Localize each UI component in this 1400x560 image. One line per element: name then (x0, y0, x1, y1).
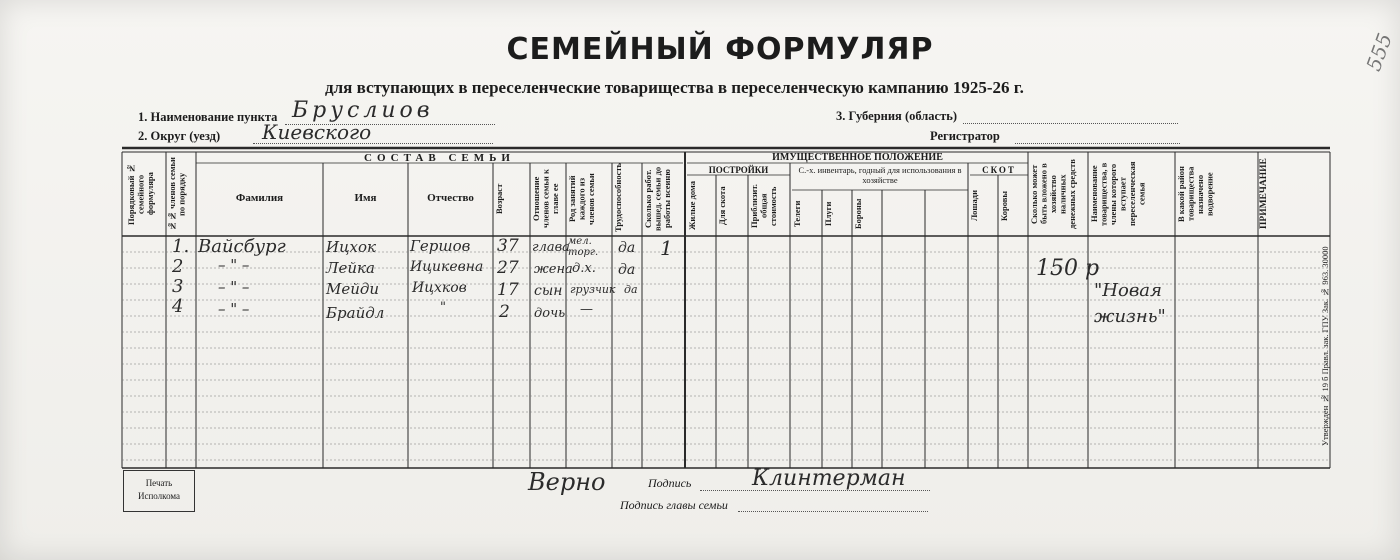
head-signature-line (738, 511, 928, 512)
form-title: СЕМЕЙНЫЙ ФОРМУЛЯР (506, 32, 934, 67)
header-partnership-name: Наименование товарищества, в члены которого вступает переселенческая семья (1089, 161, 1147, 227)
guberniya-label: 3. Губерния (область) (836, 109, 958, 123)
row-num: 4 (172, 296, 184, 317)
stamp-box: Печать Исполкома (123, 470, 195, 512)
header-harrows: Бороны (853, 198, 863, 229)
row-name: Мейди (326, 280, 380, 298)
row-age: 27 (497, 258, 519, 278)
header-carts: Телеги (792, 200, 802, 227)
signature-value: Клинтерман (752, 466, 906, 491)
row-occupation: д.х. (572, 261, 596, 276)
row-num: 1. (172, 236, 190, 257)
header-patronymic: Отчество (427, 192, 474, 204)
header-horses: Лошади (969, 190, 979, 222)
row-relation: глава (532, 240, 570, 255)
row-years: 1 (660, 236, 673, 260)
margin-number: 555 (1361, 29, 1397, 75)
row-occupation: грузчик (570, 283, 616, 296)
row-occupation: мел. торг. (568, 236, 599, 258)
header-occupation: Род занятий каждого из членов семьи (567, 173, 596, 225)
verno-note: Верно (528, 468, 606, 496)
header-inventory-group: С.-х. инвентарь, годный для использования в хозяйстве (798, 165, 962, 185)
header-name: Имя (354, 192, 377, 204)
header-member-number: №№ членов семьи по порядку (167, 157, 187, 231)
header-cows: Коровы (999, 191, 1009, 221)
row-relation: сын (534, 283, 563, 299)
header-surname: Фамилия (235, 192, 284, 204)
registrator-label: Регистратор (930, 129, 1000, 143)
row-relation: жена (534, 262, 573, 277)
row-num: 2 (172, 256, 184, 277)
row-num: 3 (172, 276, 184, 297)
header-ploughs: Плуги (823, 201, 833, 226)
header-family-group: СОСТАВ СЕМЬИ (364, 152, 515, 164)
row-patronymic: Ицхков (412, 280, 467, 296)
cash-value: 150 р (1036, 256, 1100, 281)
head-signature-label: Подпись главы семьи (620, 498, 728, 512)
row-ability: да (618, 240, 636, 256)
row-age: 37 (497, 236, 519, 256)
row-ability: да (624, 283, 638, 296)
row-name: Ицхок (326, 238, 376, 256)
header-buildings-group: ПОСТРОЙКИ (708, 165, 769, 175)
punkt-label: 1. Наименование пункта (138, 110, 278, 124)
row-surname: – " – (218, 256, 250, 274)
header-notes: ПРИМЕЧАНИЕ (1259, 158, 1269, 230)
punkt-value: Бруслиов (292, 98, 434, 123)
header-livestock-group: СКОТ (982, 165, 1016, 175)
okrug-value: Киевского (262, 120, 372, 144)
signature-label: Подпись (648, 476, 692, 490)
row-occupation: — (580, 302, 593, 317)
partnership-value: "Новая жизнь" (1094, 280, 1166, 327)
row-relation: дочь (534, 306, 566, 321)
header-property-group: ИМУЩЕСТВЕННОЕ ПОЛОЖЕНИЕ (772, 152, 943, 163)
header-houses: Жилые дома (687, 181, 697, 231)
header-cash: Сколько может быть вложено в хозяйство наличных денежных средств (1029, 159, 1077, 229)
row-surname: – " – (218, 300, 250, 318)
row-surname: – " – (218, 278, 250, 296)
header-work-years: Сколько работ. вышед. семьи до работы всеиню (643, 166, 672, 232)
side-approval-note: Утвержден № 19 б Правл. зак. ГПУ Зак. № 963. 30000 (1320, 246, 1330, 446)
row-patronymic: Ицикевна (410, 259, 484, 275)
header-form-number: Порядковый № семейного формуляра (126, 163, 155, 225)
row-age: 17 (497, 280, 519, 300)
row-patronymic: Гершов (410, 237, 471, 255)
row-name: Лейка (326, 259, 375, 277)
okrug-label: 2. Округ (уезд) (138, 129, 221, 143)
header-work-ability: Трудоспособность (613, 162, 623, 232)
row-surname: Вайсбург (198, 236, 286, 257)
row-age: 2 (499, 302, 510, 322)
row-ability: да (618, 262, 636, 278)
form-subtitle: для вступающих в переселенческие товарищества в переселенческую кампанию 1925-26 г. (325, 78, 1024, 97)
header-approx-value: Приблизит. общая стоимость (749, 184, 778, 228)
header-cattle-sheds: Для скота (717, 186, 727, 226)
header-relation: Отношение членов семьи к главе ее (531, 169, 560, 229)
row-name: Брайдл (326, 304, 385, 322)
row-patronymic: " (440, 300, 446, 315)
header-district: В какой район товарищества назначено водворение (1176, 166, 1215, 222)
header-age: Возраст (494, 183, 504, 215)
